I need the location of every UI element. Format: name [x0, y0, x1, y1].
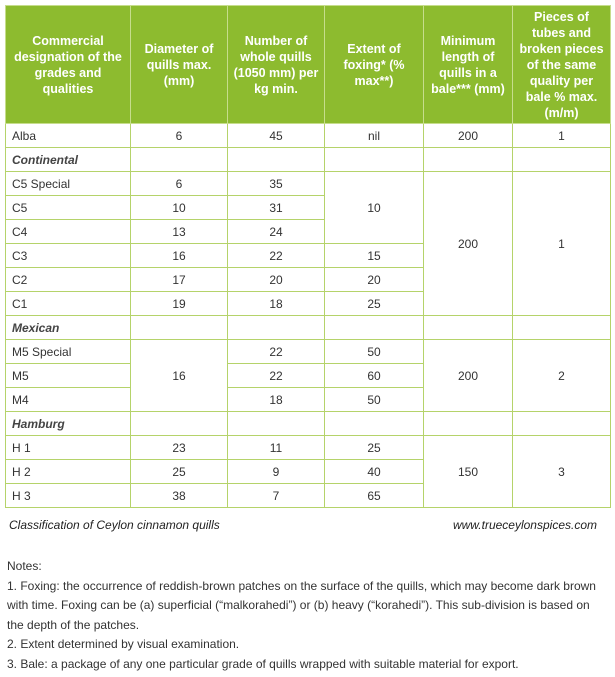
- group-label: Mexican: [6, 316, 131, 340]
- diameter-cell: 6: [131, 172, 228, 196]
- quills-cell: 22: [228, 244, 325, 268]
- empty-cell: [424, 316, 513, 340]
- length-cell: 200: [424, 340, 513, 412]
- length-cell: 200: [424, 172, 513, 316]
- quills-cell: 45: [228, 124, 325, 148]
- group-label: Hamburg: [6, 412, 131, 436]
- empty-cell: [228, 148, 325, 172]
- pieces-cell: 1: [513, 172, 611, 316]
- note-item: 1. Foxing: the occurrence of reddish-brown patches on the surface of the quills, which may become dark brown with time. Foxing can be (a) superficial (“malkorahedi”) or (b) heavy (“korahedi”). This sub-division is based on the depth of the patches.: [7, 578, 596, 632]
- header-foxing: Extent of foxing* (% max**): [325, 6, 424, 124]
- empty-cell: [424, 148, 513, 172]
- length-cell: 150: [424, 436, 513, 508]
- empty-cell: [228, 316, 325, 340]
- quills-cell: 35: [228, 172, 325, 196]
- foxing-cell: 20: [325, 268, 424, 292]
- table-container: [5, 5, 610, 508]
- empty-cell: [513, 148, 611, 172]
- empty-cell: [513, 316, 611, 340]
- foxing-cell: 40: [325, 460, 424, 484]
- diameter-cell: 25: [131, 460, 228, 484]
- group-label: Continental: [6, 148, 131, 172]
- pieces-cell: 2: [513, 340, 611, 412]
- header-broken-pieces: Pieces of tubes and broken pieces of the same quality per bale % max. (m/m): [513, 6, 611, 124]
- diameter-cell: 16: [131, 244, 228, 268]
- header-diameter: Diameter of quills max. (mm): [131, 6, 228, 124]
- empty-cell: [131, 148, 228, 172]
- group-row-continental: [6, 148, 611, 172]
- diameter-cell: 10: [131, 196, 228, 220]
- quills-cell: 31: [228, 196, 325, 220]
- notes-section: [7, 557, 607, 674]
- source-url: www.trueceylonspices.com: [452, 518, 597, 532]
- length-cell: 200: [424, 124, 513, 148]
- cinnamon-grades-table: [5, 5, 611, 508]
- quills-cell: 18: [228, 388, 325, 412]
- empty-cell: [131, 316, 228, 340]
- grade-name: C1: [6, 292, 131, 316]
- quills-cell: 7: [228, 484, 325, 508]
- pieces-cell: 3: [513, 436, 611, 508]
- grade-name: M5: [6, 364, 131, 388]
- foxing-cell: 15: [325, 244, 424, 268]
- diameter-cell: 17: [131, 268, 228, 292]
- pieces-cell: 1: [513, 124, 611, 148]
- grade-name: C4: [6, 220, 131, 244]
- note-item: 3. Bale: a package of any one particular grade of quills wrapped with suitable material for export.: [7, 656, 519, 671]
- grade-name: C5 Special: [6, 172, 131, 196]
- foxing-cell: 65: [325, 484, 424, 508]
- table-caption: [9, 518, 605, 532]
- foxing-cell: 60: [325, 364, 424, 388]
- table-row: [6, 172, 611, 196]
- table-row: [6, 436, 611, 460]
- grade-name: H 2: [6, 460, 131, 484]
- diameter-cell: 16: [131, 340, 228, 412]
- group-row-mexican: [6, 316, 611, 340]
- foxing-cell: 25: [325, 292, 424, 316]
- empty-cell: [325, 412, 424, 436]
- grade-name: M4: [6, 388, 131, 412]
- empty-cell: [228, 412, 325, 436]
- quills-cell: 22: [228, 340, 325, 364]
- diameter-cell: 6: [131, 124, 228, 148]
- quills-cell: 20: [228, 268, 325, 292]
- foxing-cell: 10: [325, 172, 424, 244]
- grade-name: C3: [6, 244, 131, 268]
- quills-cell: 11: [228, 436, 325, 460]
- empty-cell: [513, 412, 611, 436]
- foxing-cell: 50: [325, 388, 424, 412]
- quills-cell: 9: [228, 460, 325, 484]
- diameter-cell: 38: [131, 484, 228, 508]
- group-row-hamburg: [6, 412, 611, 436]
- diameter-cell: 19: [131, 292, 228, 316]
- grade-name: H 1: [6, 436, 131, 460]
- grade-name: H 3: [6, 484, 131, 508]
- grade-name: C2: [6, 268, 131, 292]
- grade-name: C5: [6, 196, 131, 220]
- foxing-cell: 50: [325, 340, 424, 364]
- quills-cell: 18: [228, 292, 325, 316]
- caption-title: Classification of Ceylon cinnamon quills: [9, 518, 220, 532]
- quills-cell: 24: [228, 220, 325, 244]
- grade-name: Alba: [6, 124, 131, 148]
- header-quills-per-kg: Number of whole quills (1050 mm) per kg min.: [228, 6, 325, 124]
- notes-heading: Notes:: [7, 559, 42, 573]
- foxing-cell: nil: [325, 124, 424, 148]
- header-min-length: Minimum length of quills in a bale*** (mm): [424, 6, 513, 124]
- empty-cell: [131, 412, 228, 436]
- table-row: [6, 340, 611, 364]
- empty-cell: [325, 148, 424, 172]
- note-item: 2. Extent determined by visual examination.: [7, 637, 240, 651]
- empty-cell: [325, 316, 424, 340]
- quills-cell: 22: [228, 364, 325, 388]
- table-row: [6, 124, 611, 148]
- grade-name: M5 Special: [6, 340, 131, 364]
- diameter-cell: 13: [131, 220, 228, 244]
- diameter-cell: 23: [131, 436, 228, 460]
- header-row: [6, 6, 611, 124]
- foxing-cell: 25: [325, 436, 424, 460]
- header-designation: Commercial designation of the grades and qualities: [6, 6, 131, 124]
- empty-cell: [424, 412, 513, 436]
